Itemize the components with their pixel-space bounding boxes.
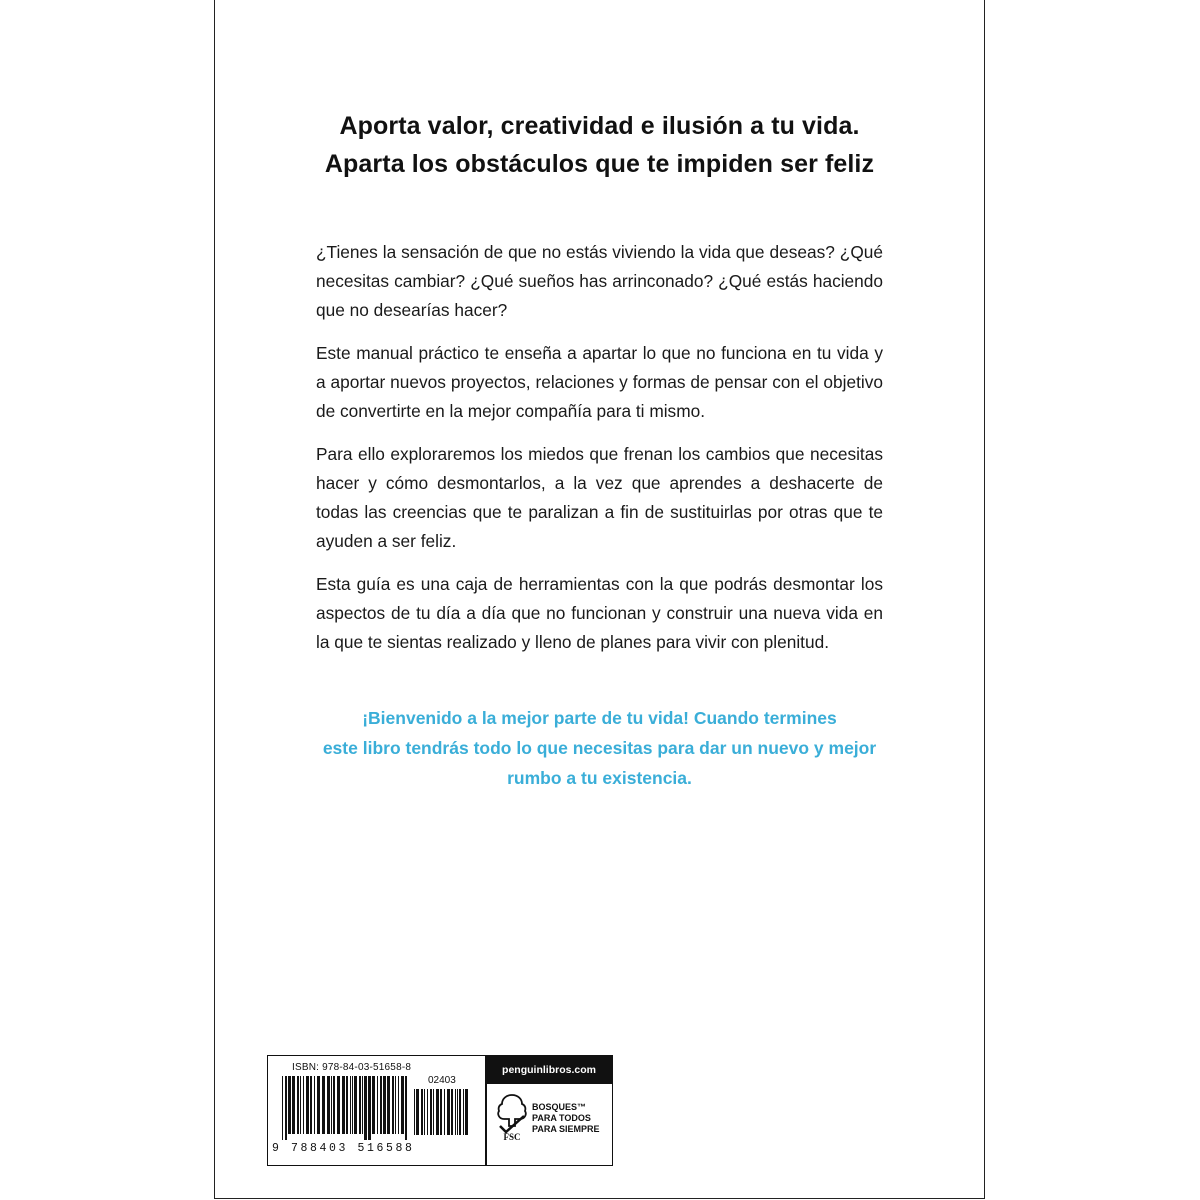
barcode-bar (362, 1076, 363, 1134)
fsc-line-1: BOSQUES™ (532, 1102, 587, 1112)
tagline-line-3: rumbo a tu existencia. (507, 768, 692, 788)
barcode-bar (433, 1089, 434, 1135)
barcode-bar (333, 1076, 335, 1134)
barcode-bar (398, 1076, 399, 1134)
barcode-bar (455, 1089, 456, 1135)
barcode-bar (317, 1076, 320, 1134)
barcode-bar (451, 1089, 453, 1135)
barcode-bar (310, 1076, 312, 1134)
blurb-paragraph-3: Para ello exploraremos los miedos que frenan los cambios que necesitas hacer y cómo desmontarlos, a la vez que aprendes a deshacerte de todas las creencias que te paralizan a fin de sustituirlas por otras que te ayuden a ser feliz. (316, 444, 883, 551)
barcode-bar (331, 1076, 332, 1134)
barcode-bar (288, 1076, 291, 1134)
barcode-bar (427, 1089, 428, 1135)
fsc-line-2: PARA TODOS (532, 1113, 591, 1123)
barcode-bar (292, 1076, 295, 1134)
ean-barcode (282, 1076, 410, 1140)
barcode-bar (377, 1076, 378, 1134)
barcode-addon-code: 02403 (428, 1075, 456, 1086)
blurb (316, 238, 883, 671)
barcode-bar (285, 1076, 287, 1140)
fsc-acronym: FSC (503, 1132, 521, 1142)
barcode-bar (327, 1076, 330, 1134)
barcode-bar (372, 1076, 375, 1134)
tagline-line-1: ¡Bienvenido a la mejor parte de tu vida! Cuando termines (362, 708, 837, 728)
barcode-bar (440, 1089, 442, 1135)
fsc-label (532, 1102, 600, 1135)
barcode-bar (364, 1076, 367, 1140)
barcode-bar (350, 1076, 351, 1134)
barcode-bar (405, 1076, 407, 1140)
tagline (215, 703, 984, 793)
barcode-bar (424, 1089, 425, 1135)
barcode-bar (444, 1089, 445, 1135)
barcode-bar (465, 1089, 468, 1135)
barcode-bar (368, 1076, 371, 1140)
barcode-bar (303, 1076, 304, 1134)
barcode-bar (416, 1089, 419, 1135)
barcode-bar (436, 1089, 439, 1135)
blurb-paragraph-1: ¿Tienes la sensación de que no estás viviendo la vida que deseas? ¿Qué necesitas cambiar? ¿Qué sueños has arrinconado? ¿Qué estás haciendo que no desearías hacer? (316, 242, 883, 320)
blurb-paragraph-4: Esta guía es una caja de herramientas con la que podrás desmontar los aspectos de tu día a día que no funcionan y construir una nueva vida en la que te sientas realizado y lleno de planes para vivir con plenitud. (316, 574, 883, 652)
barcode-box (267, 1055, 613, 1166)
barcode-bar (463, 1089, 464, 1135)
barcode-bar (337, 1076, 340, 1134)
headline-line-1: Aporta valor, creatividad e ilusión a tu vida. (339, 112, 860, 140)
barcode-bar (297, 1076, 299, 1134)
barcode-bar (359, 1076, 361, 1134)
fsc-line-3: PARA SIEMPRE (532, 1124, 600, 1134)
publisher-website: penguinlibros.com (486, 1056, 612, 1084)
isbn-label: ISBN: 978-84-03-51658-8 (292, 1062, 412, 1073)
barcode-bar (342, 1076, 345, 1134)
barcode-bar (306, 1076, 309, 1134)
barcode-bar (401, 1076, 404, 1134)
barcode-bar (430, 1089, 432, 1135)
headline (215, 107, 984, 183)
barcode-bar (414, 1089, 415, 1135)
fsc-tree-icon (496, 1092, 528, 1142)
barcode-bar (300, 1076, 301, 1134)
barcode-bar (447, 1089, 450, 1135)
ean-digits: 9 788403 516588 (272, 1142, 415, 1155)
blurb-paragraph-2: Este manual práctico te enseña a apartar lo que no funciona en tu vida y a aportar nuevos proyectos, relaciones y formas de pensar con el objetivo de convertirte en la mejor compañía para ti mismo. (316, 343, 883, 421)
barcode-bar (421, 1089, 423, 1135)
barcode-bar (346, 1076, 348, 1134)
barcode-bar (395, 1076, 396, 1134)
barcode-bar (314, 1076, 315, 1134)
barcode-bar (352, 1076, 353, 1134)
barcode-bar (380, 1076, 382, 1134)
addon-barcode (414, 1089, 472, 1141)
barcode-bar (383, 1076, 386, 1134)
barcode-bar (282, 1076, 283, 1140)
tagline-line-2: este libro tendrás todo lo que necesitas para dar un nuevo y mejor (322, 738, 877, 758)
barcode-bar (459, 1089, 461, 1135)
headline-line-2: Aparta los obstáculos que te impiden ser feliz (324, 150, 875, 178)
barcode-bar (354, 1076, 357, 1134)
barcode-bar (322, 1076, 325, 1134)
barcode-bar (387, 1076, 390, 1134)
barcode-bar (392, 1076, 394, 1134)
barcode-bar (457, 1089, 458, 1135)
back-cover (214, 0, 985, 1199)
